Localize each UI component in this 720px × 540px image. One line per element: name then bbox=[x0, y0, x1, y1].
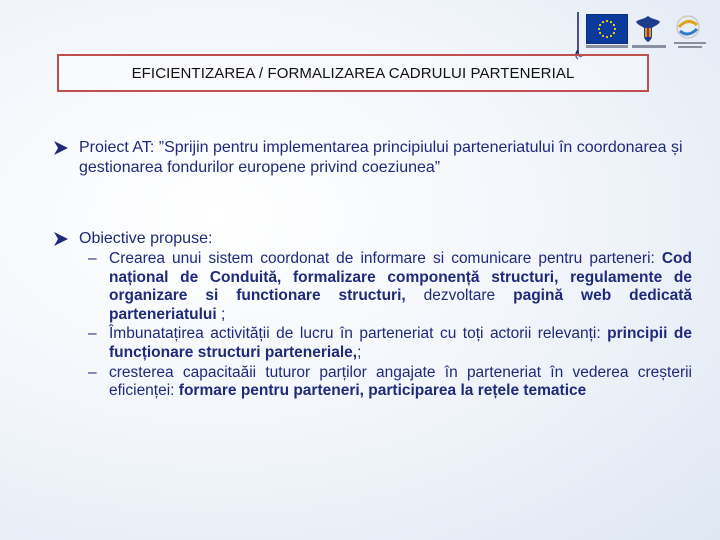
eu-caption bbox=[586, 45, 628, 48]
partnership-agreement-logo-icon bbox=[670, 12, 710, 52]
arrow-bullet-icon bbox=[52, 138, 70, 158]
eu-star-icon bbox=[610, 21, 612, 23]
romania-caption bbox=[632, 45, 666, 48]
eu-star-icon bbox=[613, 32, 615, 34]
title-box bbox=[57, 54, 649, 92]
bullet-project bbox=[52, 138, 692, 178]
eu-star-icon bbox=[599, 32, 601, 34]
eu-star-icon bbox=[602, 21, 604, 23]
objective-item bbox=[88, 364, 692, 401]
objectives-label: Obiective propuse: bbox=[79, 230, 213, 247]
objective-text-bold: principii de funcționare structuri parteneriale, bbox=[109, 325, 692, 361]
dash-marker: – bbox=[88, 363, 97, 381]
objective-text: ; bbox=[216, 305, 226, 323]
eu-flag-icon bbox=[586, 14, 628, 44]
arrow-bullet-icon bbox=[52, 229, 70, 249]
objective-text: dezvoltare bbox=[405, 287, 514, 305]
page-title: EFICIENTIZAREA / FORMALIZAREA CADRULUI PARTENERIAL bbox=[131, 64, 575, 82]
objective-text: Îmbunatațirea activității de lucru în parteneriat cu toți actorii relevanți: bbox=[109, 325, 608, 343]
objective-text-bold: Cod național de Conduită, formalizare componență structuri, regulamente de organizare si functionare structuri, bbox=[109, 250, 692, 305]
dash-marker: – bbox=[88, 250, 97, 267]
eu-star-icon bbox=[610, 35, 612, 37]
objective-text-bold: formare pentru parteneri, participarea la rețele tematice bbox=[178, 382, 587, 400]
eu-star-icon bbox=[598, 28, 600, 30]
bullet-objectives bbox=[52, 229, 692, 249]
objective-text-bold: pagină web dedicată parteneriatului bbox=[109, 287, 692, 323]
eu-star-icon bbox=[599, 24, 601, 26]
objectives-list bbox=[88, 250, 692, 401]
objective-text: cresterea capacitaăii tuturor parților angajate în parteneriat în vederea creșterii eficienței: bbox=[109, 363, 692, 400]
objective-text: Crearea unui sistem coordonat de informare si comunicare pentru parteneri: bbox=[109, 250, 662, 267]
romania-coat-of-arms-icon bbox=[634, 14, 662, 44]
objective-text: ; bbox=[357, 343, 362, 361]
objective-item bbox=[88, 250, 692, 324]
project-text: Proiect AT: ”Sprijin pentru implementarea principiului parteneriatului în coordonarea și gestionarea fondurilor europene privind coeziunea” bbox=[79, 139, 683, 176]
eu-star-icon bbox=[613, 24, 615, 26]
eu-star-icon bbox=[614, 28, 616, 30]
dash-marker: – bbox=[88, 325, 97, 343]
eu-star-icon bbox=[606, 36, 608, 38]
objective-item bbox=[88, 325, 692, 362]
eu-star-icon bbox=[602, 35, 604, 37]
eu-star-icon bbox=[606, 20, 608, 22]
logo-bar bbox=[572, 12, 712, 54]
